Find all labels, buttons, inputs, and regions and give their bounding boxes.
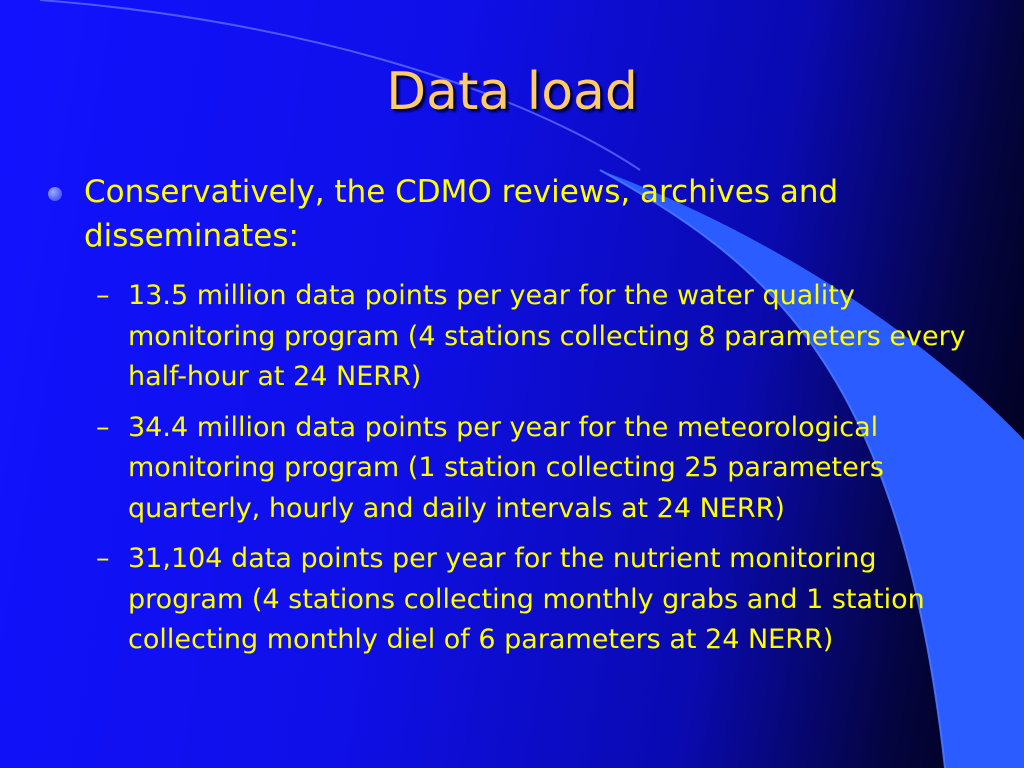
dash-marker: – [96, 411, 110, 443]
main-bullet-text: Conservatively, the CDMO reviews, archives and disseminates: [84, 174, 839, 254]
slide-content [44, 170, 974, 671]
sub-bullet-list [44, 276, 974, 661]
dash-marker: – [96, 280, 110, 311]
sub-bullet-meteorological [84, 408, 974, 530]
slide-title: Data load [386, 62, 638, 122]
sub-bullet-nutrient [84, 539, 974, 661]
sub-bullet-text: 34.4 million data points per year for the meteorological monitoring program (1 station collecting 25 parameters quarterly, hourly and daily intervals at 24 NERR) [128, 411, 884, 524]
sub-bullet-text: 13.5 million data points per year for the water quality monitoring program (4 stations collecting 8 parameters every half-hour at 24 NERR) [128, 280, 966, 392]
sub-bullet-text: 31,104 data points per year for the nutrient monitoring program (4 stations collecting monthly grabs and 1 station collecting monthly diel of 6 parameters at 24 NERR) [128, 543, 925, 655]
main-bullet [44, 170, 974, 258]
dash-marker: – [96, 543, 110, 574]
bullet-dot-icon [48, 187, 62, 201]
sub-bullet-water-quality [84, 276, 974, 398]
